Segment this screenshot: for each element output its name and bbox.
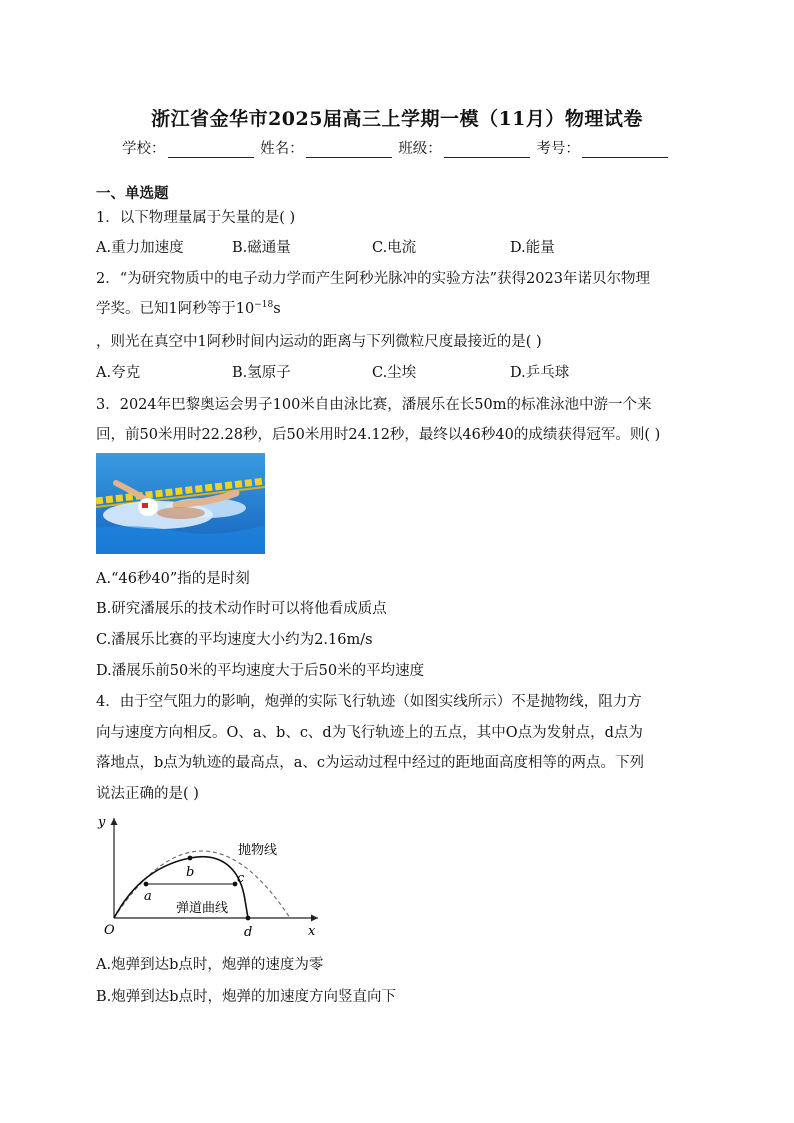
section-heading: 一、单选题 bbox=[96, 186, 169, 202]
number-label: 考号： bbox=[536, 141, 580, 157]
q2-option-b[interactable]: B.氢原子 bbox=[232, 365, 291, 381]
q2-option-a[interactable]: A.夸克 bbox=[96, 365, 141, 381]
q2-option-d[interactable]: D.乒乓球 bbox=[510, 365, 570, 381]
q3-option-c[interactable]: C.潘展乐比赛的平均速度大小约为2.16m/s bbox=[96, 632, 373, 648]
parabola-label: 抛物线 bbox=[238, 843, 278, 858]
q2-power-exponent: −18 bbox=[254, 300, 274, 311]
class-blank[interactable] bbox=[444, 143, 530, 158]
q3-option-b[interactable]: B.研究潘展乐的技术动作时可以将他看成质点 bbox=[96, 601, 387, 617]
q4-option-a[interactable]: A.炮弹到达b点时，炮弹的速度为零 bbox=[96, 957, 324, 973]
swimmer-photo bbox=[96, 453, 265, 554]
q4-stem-line1: 4．由于空气阻力的影响，炮弹的实际飞行轨迹（如图实线所示）不是抛物线，阻力方 bbox=[96, 694, 642, 710]
q3-option-a[interactable]: A.“46秒40”指的是时刻 bbox=[96, 571, 250, 587]
page-title: 浙江省金华市2025届高三上学期一模（11月）物理试卷 bbox=[151, 108, 643, 130]
q4-stem-line3: 落地点，b点为轨迹的最高点，a、c为运动过程中经过的距地面高度相等的两点。下列 bbox=[96, 755, 645, 771]
q4-option-b[interactable]: B.炮弹到达b点时，炮弹的加速度方向竖直向下 bbox=[96, 989, 397, 1005]
school-label: 学校： bbox=[122, 141, 166, 157]
q2-option-c[interactable]: C.尘埃 bbox=[372, 365, 417, 381]
y-axis-label: y bbox=[98, 815, 106, 830]
q1-stem: 1．以下物理量属于矢量的是( ) bbox=[96, 210, 296, 226]
origin-label: O bbox=[104, 923, 115, 938]
point-b-label: b bbox=[186, 865, 195, 880]
q4-stem-line2: 向与速度方向相反。O、a、b、c、d为飞行轨迹上的五点，其中O点为发射点，d点为 bbox=[96, 725, 643, 741]
ballistic-label: 弹道曲线 bbox=[176, 901, 229, 916]
q2-stem-line1: 2．“为研究物质中的电子动力学而产生阿秒光脉冲的实验方法”获得2023年诺贝尔物理 bbox=[96, 271, 650, 287]
class-label: 班级： bbox=[398, 141, 442, 157]
name-label: 姓名： bbox=[260, 141, 304, 157]
student-info-line bbox=[122, 137, 670, 158]
q3-option-d[interactable]: D.潘展乐前50米的平均速度大于后50米的平均速度 bbox=[96, 663, 425, 679]
q3-stem-line2: 回，前50米用时22.28秒，后50米用时24.12秒，最终以46秒40的成绩获得冠军。则( ) bbox=[96, 427, 661, 443]
number-blank[interactable] bbox=[582, 143, 668, 158]
point-c-label: c bbox=[237, 871, 245, 886]
point-a-label: a bbox=[144, 889, 152, 904]
q2-line2-text: 学奖。已知1阿秒等于 bbox=[96, 301, 236, 317]
q4-stem-line4: 说法正确的是( ) bbox=[96, 786, 199, 802]
q1-option-c[interactable]: C.电流 bbox=[372, 240, 417, 256]
q3-stem-line1: 3．2024年巴黎奥运会男子100米自由泳比赛，潘展乐在长50m的标准泳池中游一个来 bbox=[96, 397, 652, 413]
point-d-label: d bbox=[244, 925, 253, 940]
q2-stem-line2 bbox=[96, 297, 281, 318]
q2-unit: s bbox=[273, 301, 281, 317]
q2-stem-line3: ，则光在真空中1阿秒时间内运动的距离与下列微粒尺度最接近的是( ) bbox=[96, 334, 542, 350]
q2-power-base: 10 bbox=[235, 301, 255, 317]
name-blank[interactable] bbox=[306, 143, 392, 158]
school-blank[interactable] bbox=[168, 143, 254, 158]
x-axis-label: x bbox=[308, 924, 316, 939]
trajectory-diagram bbox=[90, 812, 330, 944]
q1-option-d[interactable]: D.能量 bbox=[510, 240, 555, 256]
q1-option-b[interactable]: B.磁通量 bbox=[232, 240, 291, 256]
q1-option-a[interactable]: A.重力加速度 bbox=[96, 240, 184, 256]
